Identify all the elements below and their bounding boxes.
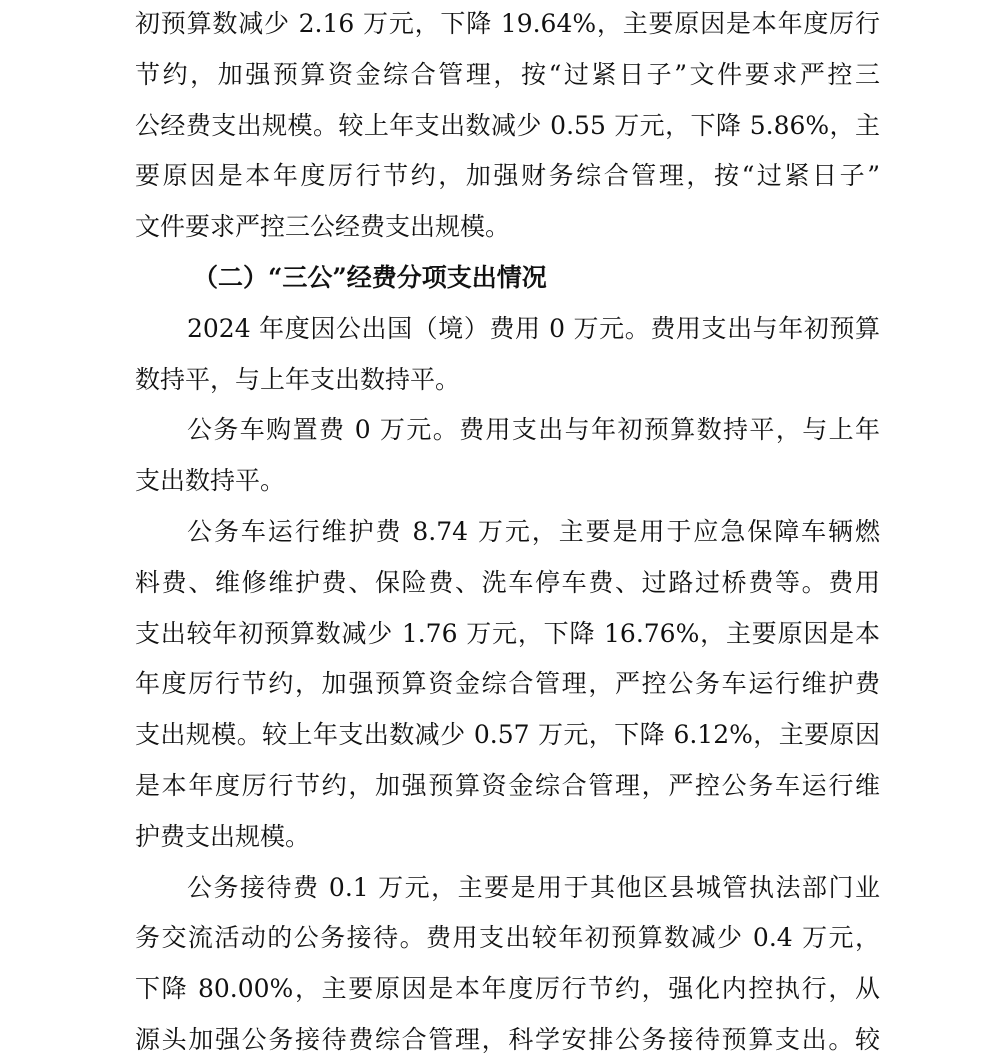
paragraph-line: 是本年度厉行节约，加强预算资金综合管理，严控公务车运行维 xyxy=(135,770,880,800)
paragraph-first-line: 公务车购置费 0 万元。费用支出与年初预算数持平，与上年 xyxy=(187,415,880,445)
document-body xyxy=(135,0,880,1059)
paragraph-line: 料费、维修维护费、保险费、洗车停车费、过路过桥费等。费用 xyxy=(135,567,880,597)
paragraph-last-line: 文件要求严控三公经费支出规模。 xyxy=(135,212,511,242)
paragraph-first-line: 公务车运行维护费 8.74 万元，主要是用于应急保障车辆燃 xyxy=(187,516,880,546)
paragraph-line: 要原因是本年度厉行节约，加强财务综合管理，按“过紧日子” xyxy=(135,161,880,191)
paragraph-line: 节约，加强预算资金综合管理，按“过紧日子”文件要求严控三 xyxy=(135,59,880,89)
paragraph-line: 务交流活动的公务接待。费用支出较年初预算数减少 0.4 万元， xyxy=(135,923,880,953)
paragraph-first-line: 2024 年度因公出国（境）费用 0 万元。费用支出与年初预算 xyxy=(187,313,880,343)
section-heading: （二）“三公”经费分项支出情况 xyxy=(193,262,547,292)
paragraph-line: 支出规模。较上年支出数减少 0.57 万元，下降 6.12%，主要原因 xyxy=(135,720,880,750)
paragraph-last-line: 护费支出规模。 xyxy=(135,821,311,851)
paragraph-line: 源头加强公务接待费综合管理，科学安排公务接待预算支出。较 xyxy=(135,1024,880,1054)
paragraph-first-line: 公务接待费 0.1 万元，主要是用于其他区县城管执法部门业 xyxy=(187,872,880,902)
paragraph-line: 公经费支出规模。较上年支出数减少 0.55 万元，下降 5.86%，主 xyxy=(135,110,880,140)
paragraph-last-line: 数持平，与上年支出数持平。 xyxy=(135,364,461,394)
paragraph-line: 支出较年初预算数减少 1.76 万元，下降 16.76%，主要原因是本 xyxy=(135,618,880,648)
paragraph-line: 年度厉行节约，加强预算资金综合管理，严控公务车运行维护费 xyxy=(135,669,880,699)
paragraph-line: 初预算数减少 2.16 万元，下降 19.64%，主要原因是本年度厉行 xyxy=(135,9,880,38)
paragraph-last-line: 支出数持平。 xyxy=(135,466,286,496)
paragraph-line: 下降 80.00%，主要原因是本年度厉行节约，强化内控执行，从 xyxy=(135,974,880,1004)
